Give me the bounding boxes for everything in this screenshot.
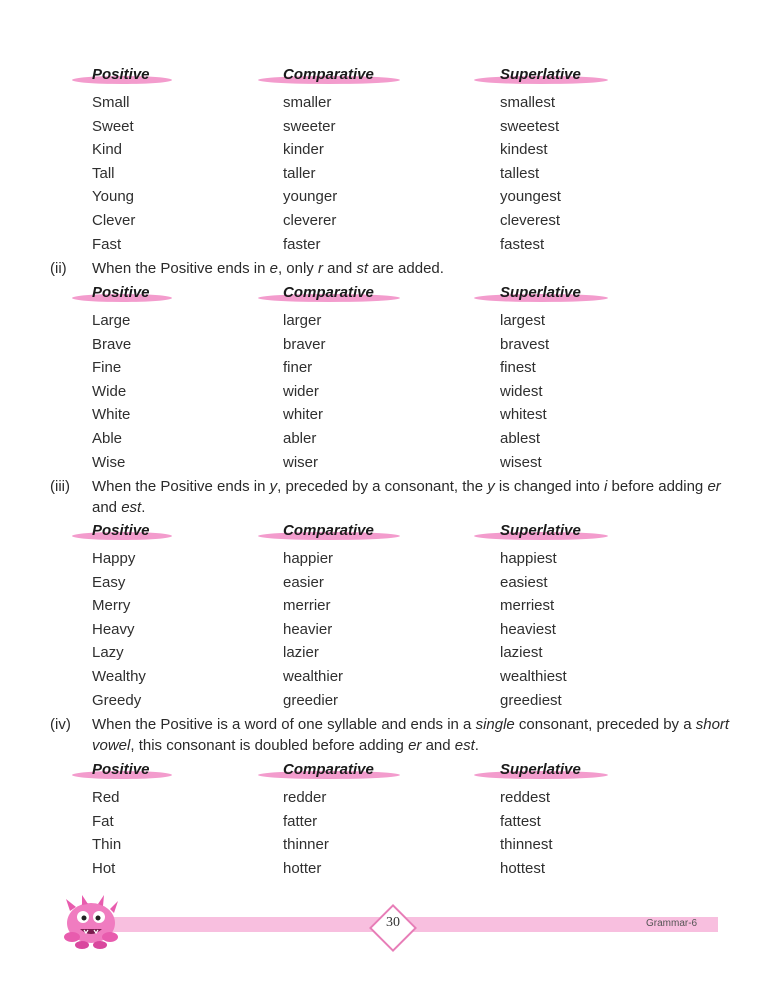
header-comparative: Comparative	[258, 522, 400, 546]
positive-word: Fat	[92, 812, 114, 830]
comparative-word: wiser	[283, 453, 319, 471]
rule-iv	[0, 716, 783, 756]
book-title: Grammar-6	[646, 918, 698, 929]
rule-text-line2	[92, 737, 479, 754]
table-row	[0, 383, 783, 405]
positive-word: Able	[92, 430, 123, 447]
superlative-word: youngest	[500, 188, 561, 206]
comparative-word: sweeter	[283, 117, 336, 135]
rule-segment: When the Positive ends in	[92, 478, 270, 495]
comparative-word: easier	[283, 573, 324, 591]
positive-word: Thin	[92, 836, 122, 854]
rule-segment: est	[121, 499, 142, 516]
superlative-word: widest	[500, 382, 543, 400]
superlative-word: fastest	[500, 235, 545, 253]
positive-word: Kind	[92, 141, 123, 159]
header-superlative: Superlative	[474, 284, 608, 308]
header-positive: Positive	[72, 761, 172, 785]
table-row	[0, 836, 783, 858]
rule-segment: short	[695, 716, 730, 733]
table-row	[0, 621, 783, 643]
rule-segment: er	[707, 478, 721, 495]
comparative-word: heavier	[283, 620, 333, 638]
rule-segment: and	[322, 260, 357, 277]
comparative-word: younger	[283, 188, 338, 206]
header-comparative: Comparative	[258, 761, 400, 785]
header-comparative: Comparative	[258, 284, 400, 308]
rule-ii	[0, 260, 783, 280]
rule-segment: before adding	[607, 478, 708, 495]
table-row	[0, 789, 783, 811]
table-row	[0, 454, 783, 476]
positive-word: Fast	[92, 235, 122, 253]
header-positive: Positive	[72, 284, 172, 308]
table-row	[0, 336, 783, 358]
comparative-word: greedier	[283, 691, 339, 709]
rule-text-line2	[92, 499, 145, 516]
superlative-word: greediest	[500, 691, 562, 709]
positive-word: Sweet	[92, 117, 134, 135]
rule-segment: i	[604, 478, 608, 495]
positive-word: Happy	[92, 550, 136, 567]
positive-word: Merry	[92, 597, 131, 615]
rule-segment: e	[269, 260, 278, 277]
superlative-word: easiest	[500, 573, 548, 591]
table-row	[0, 188, 783, 210]
superlative-word: reddest	[500, 789, 551, 806]
positive-word: Lazy	[92, 644, 124, 662]
positive-word: Greedy	[92, 691, 142, 709]
rule-text-line1	[92, 716, 729, 733]
rule-text	[92, 260, 444, 277]
comparative-word: whiter	[283, 406, 324, 424]
rule-segment: is changed into	[494, 478, 605, 495]
rule-segment: consonant, preceded by a	[514, 716, 696, 733]
comparative-word: taller	[283, 164, 316, 182]
comparative-word: cleverer	[283, 212, 337, 229]
comparative-word: kinder	[283, 141, 324, 159]
table-row	[0, 597, 783, 619]
table-row	[0, 644, 783, 666]
comparative-word: faster	[283, 235, 321, 253]
comparative-word: happier	[283, 550, 334, 567]
rule-segment: er	[408, 737, 422, 754]
rule-segment: When the Positive ends in	[92, 260, 270, 277]
superlative-word: kindest	[500, 141, 548, 159]
rule-number: (iii)	[50, 478, 70, 495]
positive-word: White	[92, 406, 131, 424]
comparative-word: hotter	[283, 859, 322, 877]
rule-segment: , preceded by a consonant, the	[277, 478, 488, 495]
superlative-word: wisest	[500, 453, 542, 471]
superlative-word: finest	[500, 359, 536, 377]
comparative-word: larger	[283, 312, 322, 329]
table-row	[0, 359, 783, 381]
rule-number: (iv)	[50, 716, 71, 733]
positive-word: Young	[92, 188, 134, 206]
rule-iii	[0, 478, 783, 518]
table-row	[0, 813, 783, 835]
superlative-word: smallest	[500, 94, 556, 111]
rule-segment: .	[474, 737, 479, 754]
table-row	[0, 118, 783, 140]
rule-segment: vowel	[92, 737, 131, 754]
header-positive: Positive	[72, 522, 172, 546]
comparative-word: abler	[283, 430, 317, 447]
superlative-word: fattest	[500, 812, 541, 830]
rule-segment: When the Positive is a word of one syllable and ends in a	[92, 716, 476, 733]
rule-text-line1	[92, 478, 721, 495]
table1-header	[0, 66, 783, 90]
superlative-word: sweetest	[500, 117, 560, 135]
comparative-word: wider	[283, 382, 319, 400]
positive-word: Wealthy	[92, 668, 146, 685]
superlative-word: hottest	[500, 859, 546, 877]
superlative-word: heaviest	[500, 620, 556, 638]
comparative-word: merrier	[283, 597, 331, 615]
positive-word: Heavy	[92, 620, 135, 638]
rule-segment: y	[269, 478, 278, 495]
table-row	[0, 406, 783, 428]
rule-segment: and	[421, 737, 455, 754]
rule-segment: single	[475, 716, 515, 733]
rule-segment: are added.	[368, 260, 444, 277]
positive-word: Red	[92, 789, 120, 806]
header-positive: Positive	[72, 66, 172, 90]
table-row	[0, 430, 783, 452]
rule-segment: r	[317, 260, 323, 277]
positive-word: Wise	[92, 453, 126, 471]
rule-segment: est	[454, 737, 475, 754]
positive-word: Wide	[92, 382, 127, 400]
positive-word: Small	[92, 94, 130, 111]
table-row	[0, 312, 783, 334]
table-row	[0, 860, 783, 882]
table-row	[0, 668, 783, 690]
superlative-word: merriest	[500, 597, 555, 615]
rule-segment: , this consonant is doubled before adding	[130, 737, 409, 754]
positive-word: Clever	[92, 212, 136, 229]
table4-header	[0, 761, 783, 785]
table3-header	[0, 522, 783, 546]
rule-segment: y	[487, 478, 495, 495]
rule-segment: , only	[277, 260, 318, 277]
comparative-word: braver	[283, 335, 326, 353]
table-row	[0, 212, 783, 234]
rule-segment: st	[356, 260, 369, 277]
comparative-word: wealthier	[283, 668, 344, 685]
header-superlative: Superlative	[474, 66, 608, 90]
rule-segment: and	[92, 499, 122, 516]
superlative-word: cleverest	[500, 212, 561, 229]
header-superlative: Superlative	[474, 761, 608, 785]
superlative-word: laziest	[500, 644, 543, 662]
superlative-word: largest	[500, 312, 546, 329]
header-comparative: Comparative	[258, 66, 400, 90]
positive-word: Hot	[92, 859, 116, 877]
comparative-word: fatter	[283, 812, 318, 830]
rule-number: (ii)	[50, 260, 67, 277]
positive-word: Easy	[92, 573, 126, 591]
table-row	[0, 94, 783, 116]
comparative-word: thinner	[283, 836, 329, 854]
superlative-word: bravest	[500, 335, 550, 353]
positive-word: Fine	[92, 359, 122, 377]
positive-word: Tall	[92, 164, 115, 182]
superlative-word: happiest	[500, 550, 557, 567]
comparative-word: lazier	[283, 644, 319, 662]
table-row	[0, 236, 783, 258]
superlative-word: ablest	[500, 430, 541, 447]
superlative-word: wealthiest	[500, 668, 567, 685]
table-row	[0, 141, 783, 163]
superlative-word: tallest	[500, 164, 540, 182]
superlative-word: whitest	[500, 406, 547, 424]
pink-monster-mascot-icon	[58, 893, 122, 951]
table-row	[0, 550, 783, 572]
comparative-word: redder	[283, 789, 327, 806]
positive-word: Brave	[92, 335, 132, 353]
rule-segment: .	[141, 499, 146, 516]
table-row	[0, 692, 783, 714]
comparative-word: smaller	[283, 94, 332, 111]
superlative-word: thinnest	[500, 836, 553, 854]
header-superlative: Superlative	[474, 522, 608, 546]
table-row	[0, 574, 783, 596]
comparative-word: finer	[283, 359, 313, 377]
page-number: 30	[386, 915, 400, 930]
positive-word: Large	[92, 312, 131, 329]
table2-header	[0, 284, 783, 308]
table-row	[0, 165, 783, 187]
